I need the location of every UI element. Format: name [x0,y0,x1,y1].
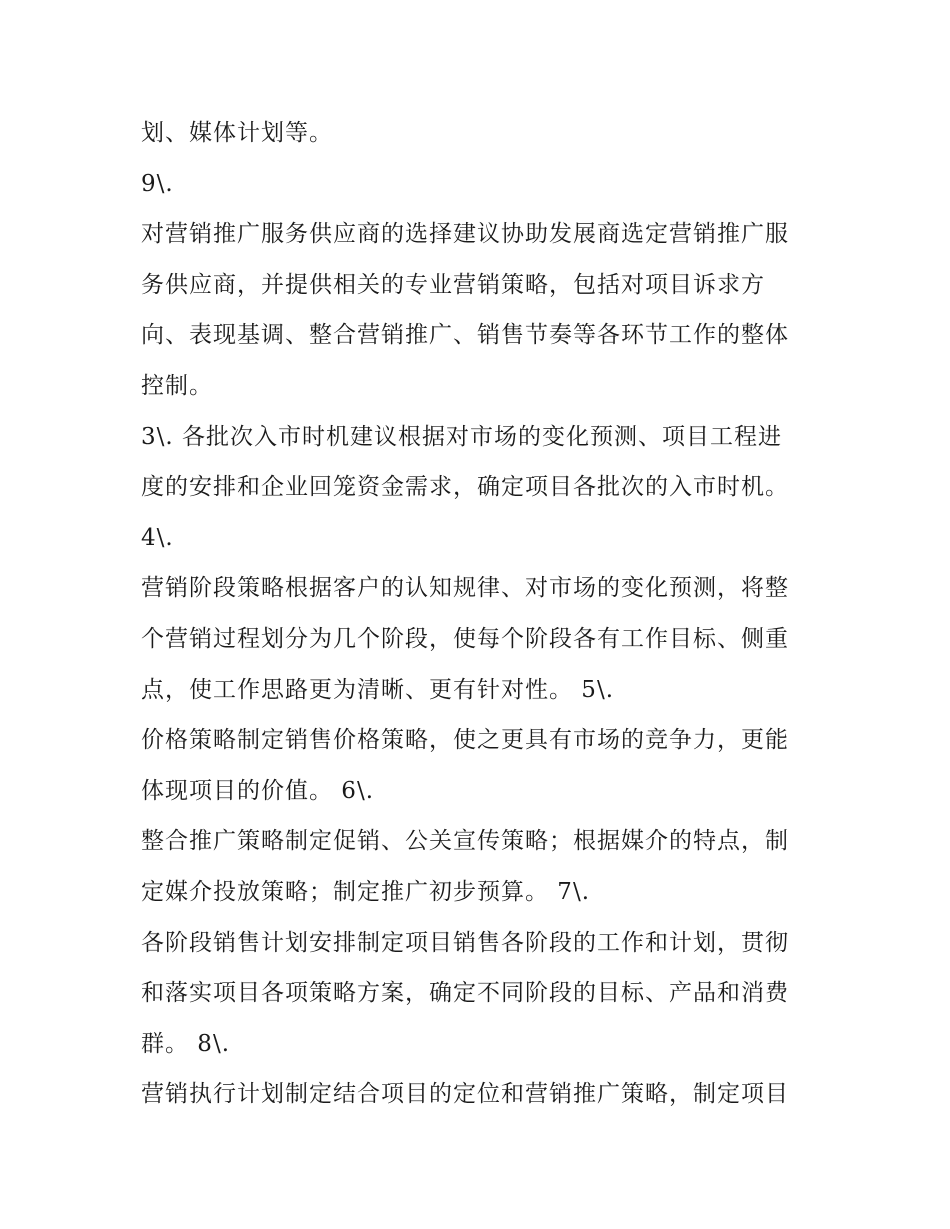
text-line: 点，使工作思路更为清晰、更有针对性。 5\. [141,676,615,703]
text-line: 3\. 各批次入市时机建议根据对市场的变化预测、项目工程进 [141,423,783,450]
text-line: 务供应商，并提供相关的专业营销策略，包括对项目诉求方 [141,271,765,298]
text-line: 群。 8\. [141,1030,231,1057]
text-line: 9\. [141,170,174,197]
text-line: 划、媒体计划等。 [141,120,333,146]
text-line: 价格策略制定销售价格策略，使之更具有市场的竞争力，更能 [141,727,789,754]
text-line: 4\. [141,524,174,551]
text-line: 控制。 [141,372,213,399]
text-line: 度的安排和企业回笼资金需求，确定项目各批次的入市时机。 [141,474,789,501]
text-line: 个营销过程划分为几个阶段，使每个阶段各有工作目标、侧重 [141,625,789,652]
document-body [141,108,821,1120]
text-line: 营销阶段策略根据客户的认知规律、对市场的变化预测，将整 [141,575,789,602]
text-line: 对营销推广服务供应商的选择建议协助发展商选定营销推广服 [141,221,789,248]
text-line: 和落实项目各项策略方案，确定不同阶段的目标、产品和消费 [141,980,789,1007]
text-line: 营销执行计划制定结合项目的定位和营销推广策略，制定项目 [141,1081,789,1108]
text-line: 定媒介投放策略；制定推广初步预算。 7\. [141,878,591,905]
text-line: 向、表现基调、整合营销推广、销售节奏等各环节工作的整体 [141,322,789,349]
text-line: 各阶段销售计划安排制定项目销售各阶段的工作和计划，贯彻 [141,929,789,956]
text-line: 体现项目的价值。 6\. [141,777,375,804]
text-line: 整合推广策略制定促销、公关宣传策略；根据媒介的特点，制 [141,828,789,855]
